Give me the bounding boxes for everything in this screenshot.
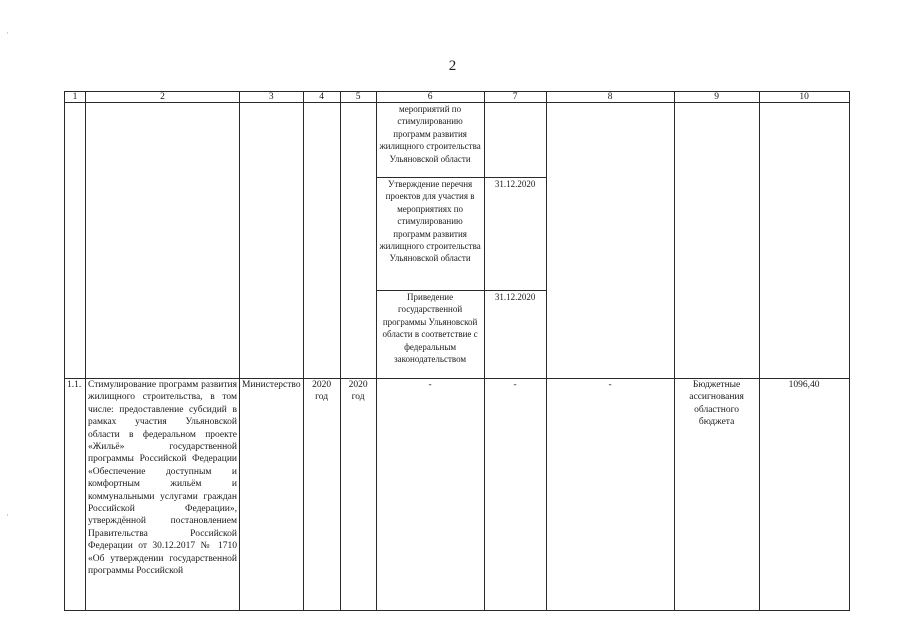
cell-empty [546,103,674,379]
page-number: 2 [448,58,457,74]
cell-empty [86,103,240,379]
cell-empty [65,103,86,379]
column-number: 2 [86,92,240,103]
scan-speck: · [6,510,9,520]
item-executor: Министерство [240,379,304,611]
column-number: 3 [240,92,304,103]
cell-empty [340,103,376,379]
column-number: 8 [546,92,674,103]
column-number: 5 [340,92,376,103]
column-number: 9 [674,92,759,103]
column-number: 1 [65,92,86,103]
deadline-date: 31.12.2020 [484,291,546,379]
column-number: 4 [303,92,340,103]
item-number: 1.1. [65,379,86,611]
measure-text: Приведение государственной программы Ульяновской области в соответствие с федеральным законодательством [376,291,484,379]
item-funding-source: Бюджетные ассигнования областного бюджета [674,379,759,611]
continued-row-a [65,103,850,178]
item-amount: 1096,40 [759,379,849,611]
cell-empty [674,103,759,379]
cell-empty [759,103,849,379]
measure-text: Утверждение перечня проектов для участия в мероприятиях по стимулированию программ развития жилищного строительства Ульяновской области [376,178,484,291]
column-number-row [65,92,850,103]
measure-text: мероприятий по стимулированию программ развития жилищного строительства Ульяновской области [376,103,484,178]
cell-empty [303,103,340,379]
item-title: Стимулирование программ развития жилищного строительства, в том числе: предоставление субсидий в рамках участия Ульяновской области в федеральном проекте «Жильё» государственной программы Российской Федерации «Обеспечение доступным и комфортным жильём и коммунальными услугами граждан Российской Федерации», утверждённой постановлением Правительства Российской Федерации от 30.12.2017 № 1710 «Об утверждении государственной программы Российской [86,379,240,611]
cell-empty [484,103,546,178]
deadline-date: 31.12.2020 [484,178,546,291]
item-start-year: 2020 год [303,379,340,611]
column-number: 10 [759,92,849,103]
cell-empty [240,103,304,379]
measures-table [64,91,850,611]
item-indicator: - [546,379,674,611]
column-number: 6 [376,92,484,103]
scan-speck: · [6,28,9,38]
item-end-year: 2020 год [340,379,376,611]
item-row-1-1 [65,379,850,611]
item-deadline: - [484,379,546,611]
column-number: 7 [484,92,546,103]
item-measure: - [376,379,484,611]
